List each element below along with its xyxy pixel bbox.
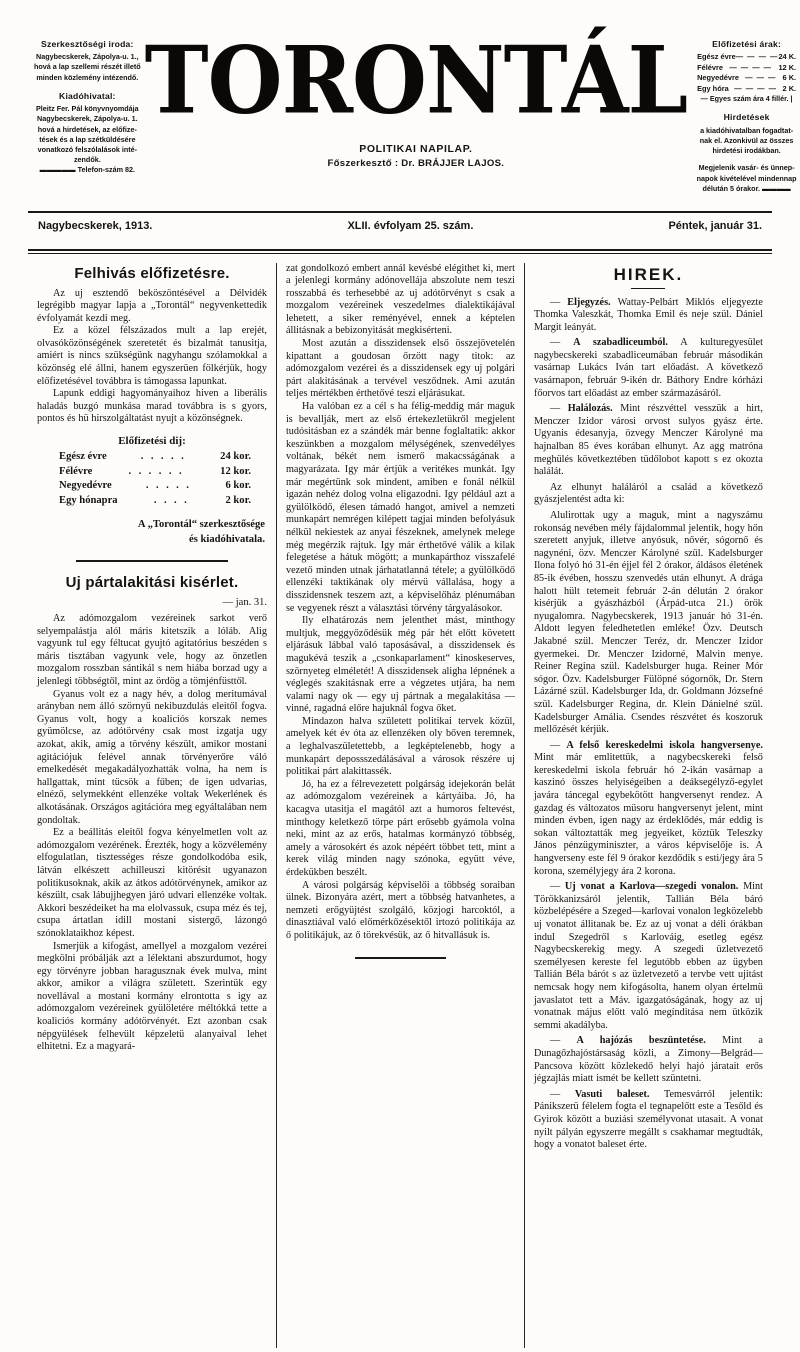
publication-schedule-line: napok kivételével mindennap xyxy=(696,173,797,183)
news-item xyxy=(534,1035,763,1085)
masthead-rule-bottom xyxy=(28,249,772,251)
paragraph: Az uj esztendő beköszöntésével a Délvidék legrégibb magyar lapja a „Torontál“ negyvenkettedik évfolyamát kezdi meg. xyxy=(37,287,267,324)
price-label: Félévre xyxy=(697,62,723,72)
paragraph: zat gondolkozó embert annál kevésbé elégithet ki, mert a jelenlegi kormány adónovellája abszolute nem teszi rosszabbá és terhesebbé az uj adótörvényt s csak a mozgalom vezéreinek veszedelmes dialektikájával lehetett, a siker reményével, ennek a képtelen állitásnak a bebizonyitását megkisérteni. xyxy=(285,262,515,337)
news-dash: — xyxy=(549,881,565,893)
price-label: Egész évre xyxy=(697,52,736,62)
publisher-office-line: vonatkozó felszólalások inté- xyxy=(37,144,138,154)
fee-dots: . . . . . . xyxy=(128,465,185,477)
paragraph: Ez a közel félszázados mult a lap erejét, olvasóközönségének szeretetét és bizalmát tanusitja, amiért is nincs szükségünk nagyhangu szólamokkal a közönség elé állni, hanem egyszerüen fölkérjük, hogy előfizetésével továbbra is támogassa lapunkat. xyxy=(37,325,267,387)
news-lead: Vasuti baleset. xyxy=(574,1088,650,1100)
paragraph: Mindazon halva született politikai tervek közül, amelyek két év óta az ellenzéken oly bőven teremnek, a leghalvaszületettebb, a legképtelenebb, hogy a munkapárt depossszedálásával a városok részére uj politikai párt alakittassék. xyxy=(285,715,515,778)
price-value: 2 K. xyxy=(782,83,797,93)
subscription-prices-heading: Előfizetési árak: xyxy=(712,39,782,49)
advertisements-heading: Hirdetések xyxy=(723,112,770,123)
news-item xyxy=(534,740,763,879)
fee-amount: 2 kor. xyxy=(225,494,251,506)
article-signature xyxy=(37,518,265,547)
advertisements-line: nak el. Azonkivül az összes xyxy=(699,135,794,145)
news-text: Temesvárról jelentik: Pánikszerü félelem fogta el tegnapelőtt este a Tesőld és Gyirok között a buziási személyvonat utasait. A vonat nyilt pályán egyszerre megállt s csakhamar megtudták, hogy a vonatot baleset érte. xyxy=(533,1088,763,1151)
fee-dots: . . . . . xyxy=(145,480,192,492)
paragraph: Gyanus volt ez a nagy hév, a dolog meritumával arányban nem álló szörnyü nekibuzdulás eleitől fogva. Gyanus volt, hogy a koalicíós korszak nemes gyümölcse, az adótörvény csak most izgatja ugy azokat, akik, amig a törvény készült, amikor mostani agitációjuk felével annak törvényerőre váló emelkedését megakadályozhatták volna, ha nem is hallgattak, mint tücsök a fűben; de igen udvarias, elnéző, selymekként ellenzéke voltak Wekerlének és alkotásának. Országos agitációra meg egyáltalában nem gondoltak. xyxy=(37,688,267,826)
fee-row xyxy=(59,479,251,494)
price-label: Negyedévre xyxy=(697,73,739,83)
news-text: Mint részvéttel vesszük a hirt, Menczer Izidor városi orvost sulyos gyász érte. Ugyanis édesanyja, özvegy Menczer Károlyné ma hajnalban 85 éves korában elhunyt. Az agg matróna meghülés következtében tüdőlobot kapott s ez okozta halálát. xyxy=(533,403,763,478)
price-row xyxy=(691,84,800,95)
price-dots: — — — — xyxy=(729,62,773,72)
news-paragraph: Az elhunyt haláláról a család a következő gyászjelentést adta ki: xyxy=(533,481,763,506)
article-dateline: — jan. 31. xyxy=(222,597,267,609)
news-dash: — xyxy=(549,1088,575,1100)
article-title-subscription-call: Felhivás előfizetésre. xyxy=(74,264,230,282)
news-text: Mint a Dunagőzhajóstársaság közli, a Zimony—Belgrád—Pancsova között közlekedő helyi hajó járatait erős jégzajlás miatt ismét be kellett szüntetni. xyxy=(533,1035,763,1085)
paragraph: Lapunk eddigi hagyományaihoz hiven a liberális haladás buzgó munkása marad továbbra is s gyors, pontos és hü hirszolgáltatást nyujt a közönségnek. xyxy=(37,388,267,425)
price-row xyxy=(691,63,800,74)
editorial-office-line: Nagybecskerek, Zápolya-u. 1., xyxy=(36,52,139,62)
price-value: 6 K. xyxy=(782,73,797,83)
news-paragraph xyxy=(534,337,763,400)
publisher-office-line: Nagybecskerek, Zápolya-u. 1. xyxy=(37,114,138,124)
publisher-office-block xyxy=(34,90,141,176)
fee-row xyxy=(59,494,251,509)
issue-place-year: Nagybecskerek, 1913. xyxy=(38,220,153,232)
publication-schedule-block xyxy=(691,163,800,194)
news-item xyxy=(534,881,763,1032)
price-value: 24 K. xyxy=(778,52,797,62)
masthead xyxy=(28,26,797,201)
news-item xyxy=(534,337,763,400)
publisher-office-line: tések és a lap szétküldésére xyxy=(39,134,136,144)
price-value: 12 K. xyxy=(778,62,797,72)
fee-amount: 6 kor. xyxy=(225,480,251,492)
news-lead: A hajózás beszüntetése. xyxy=(576,1035,706,1047)
paper-title: TORONTÁL xyxy=(144,26,688,136)
advertisements-line: hirdetési irodákban. xyxy=(712,146,781,156)
column-2 xyxy=(276,263,524,1348)
fee-amount: 12 kor. xyxy=(220,465,251,477)
news-section-title: HIREK. xyxy=(613,264,684,284)
news-dash: — xyxy=(549,296,568,308)
issue-datebar xyxy=(28,213,772,239)
news-lead: Halálozás. xyxy=(567,403,613,415)
fee-amount: 24 kor. xyxy=(220,451,251,463)
fee-label: Egész évre xyxy=(59,451,107,463)
fee-row xyxy=(59,465,251,480)
masthead-right-info xyxy=(691,38,800,201)
news-item xyxy=(534,297,763,335)
publication-schedule-line: délután 5 órakor. ▬▬▬▬ xyxy=(702,183,791,193)
publisher-office-line: zendők. xyxy=(73,155,101,165)
news-item xyxy=(534,482,763,507)
price-dots: — — — xyxy=(745,73,777,83)
news-text: A kulturegyesület nagybecskereki szabadliceumában február másodikán vasárnap Lukács Iván tart előadást. A következő vasárnapon, február 9-ikén dr. Báthory Endre kórházi főorvos tart előadást az ember származásáról. xyxy=(533,337,763,399)
news-item xyxy=(534,1089,763,1152)
fee-dots: . . . . . xyxy=(140,451,187,463)
news-lead: Uj vonat a Karlova—szegedi vonalon. xyxy=(564,881,739,893)
telephone-line: ▬▬▬▬▬ Telefon-szám 82. xyxy=(39,165,135,175)
price-row xyxy=(691,73,800,84)
section-divider xyxy=(76,560,228,562)
subscription-fee-heading: Előfizetési dij: xyxy=(118,435,186,448)
article-title-new-party-attempt: Uj pártalakitási kisérlet. xyxy=(65,574,239,592)
news-dash: — xyxy=(549,337,574,349)
issue-number: XLII. évfolyam 25. szám. xyxy=(347,220,474,232)
price-label: Egy hóra xyxy=(697,83,729,93)
publisher-office-heading: Kiadóhivatal: xyxy=(59,90,116,101)
signature-line: A „Torontál“ szerkesztősége xyxy=(137,519,265,531)
news-dash: — xyxy=(549,403,568,415)
paragraph: Jó, ha ez a félrevezetett polgárság idejekorán belát az adómozgalom vezéreinek a kártyáiba. Jó, ha kacagva utasitja el magától azt a humoros feltevést, minthogy keletkező törpe párt erősebb gyámola volna neki, mint az az erős, hatalmas kormányzó többség, amely a városokért és azok népéért többet tett, mint a kerek világ minden nagy szónoka, együtt véve, érdekükben beszélt. xyxy=(285,778,515,878)
news-lead: A felső kereskedelmi iskola hangversenye. xyxy=(566,739,763,751)
price-row xyxy=(691,52,800,63)
price-dots: — — — — xyxy=(735,52,779,62)
publisher-office-line: Pleitz Fer. Pál könyvnyomdája xyxy=(36,104,139,114)
subscription-fee-list xyxy=(37,450,267,508)
paragraph: Ismerjük a kifogást, amellyel a mozgalom vezérei megkölni próbálják azt a lélektani abszurdumot, hogy egy törvényre jobban haragusznak évek mulva, mint akkor, amikor a világra született. Szerintük egy novellával a mostani kormány elrontotta s igy az adómozgalom vezéreinek gyülöletére méltókká tette a koaliciós kormány adótörvényét. Ezt azonban csak népgyülések felhevült képzeletü alanyaival lehet elhitetni. Ez a magyará- xyxy=(37,940,267,1053)
fee-label: Negyedévre xyxy=(59,480,112,492)
article-end-divider xyxy=(355,957,447,959)
signature-line: és kiadóhivatala. xyxy=(189,533,265,545)
news-item xyxy=(534,510,763,737)
column-1 xyxy=(28,263,276,1348)
masthead-rule-bottom-hairline xyxy=(28,253,772,254)
fee-label: Félévre xyxy=(59,465,93,477)
advertisements-block xyxy=(691,111,800,156)
news-text: Mint már emlitettük, a nagybecskereki felső kereskedelmi iskola február hó 2-ikán vasárnap a kaszinó összes helyiségeiben a deáksegélyző-egylet javára táncegal egybekötött hangversenyt rendez. A gazdag és változatos müsoru hangversenyt jelent, mint minden évben, igen nagy az érdeklődés, már eddig is sokan változtatták meg jegyeiket, köztük Teleszky János pénzügyminiszter, a város képviselője is. A hangverseny este fél 9 órakor kezdődik s esti/jegy ára 5 korona, személyjegy ára 2 korona. xyxy=(533,752,763,877)
editorial-office-line: hová a lap szellemi részét illető xyxy=(34,62,141,72)
editorial-office-line: minden közlemény intézendő. xyxy=(36,72,139,82)
fee-row xyxy=(59,450,251,465)
news-item xyxy=(534,403,763,479)
news-dash: — xyxy=(549,739,567,751)
news-lead: Eljegyzés. xyxy=(567,296,611,308)
price-dots: — — — — xyxy=(734,83,777,93)
subscription-prices-block xyxy=(691,38,800,104)
publisher-office-line: hová a hirdetések, az előfize- xyxy=(37,124,137,134)
news-paragraph xyxy=(534,740,763,879)
news-paragraph: Alulirottak ugy a maguk, mint a nagyszámu rokonság nevében mély fájdalommal jelentik, hogy hőn szeretett anyjuk, illetve anyósuk, nővér, sógornő és nagynéni, özv. Menczer Károlyné szül. Kadelsburger Ilona folyó hó 31-én éjjel fél 2 órakor, áldásos életének 85-ik évében, hosszu szenvedés után elhunyt. A drága halott hült tetemeit február 2-án délután 2 órakor kisérjük a gyászházból (Árpád-utca 21.) örök nyugalomra. Nagybecskerek, 1913 január hó 31-én. Aldott legyen feledhetetlen emléke! Özv. Deutsch Jakabné szül. Menczer Teréz, dr. Menczer Izidor gyermekei. Dr. Menczer Izidorné, Malvin menye. Reiner Regina szül. Kadelsburger huga. Reiner Mór sógor. Özv. Kadelsburger Fülöpné sógornők, Dr. Stern Lázárné szül. Kadelsburger Ida, dr. Goldmann Józsefné szül. Kadelsburger Regina, dr. Klein Dánielné szül. Kadelsburger Amália. Csendes részvétet és koszoruk mellőzését kérjük. xyxy=(533,510,763,736)
publication-schedule-line: Megjelenik vasár- és ünnep- xyxy=(698,163,795,173)
fee-dots: . . . . xyxy=(153,494,190,506)
news-paragraph xyxy=(534,1089,763,1152)
news-paragraph xyxy=(534,881,763,1032)
news-paragraph xyxy=(534,403,763,479)
masthead-left-info xyxy=(34,38,141,183)
paragraph: A városi polgárság képviselői a többség soraiban ülnek. Bizonyára azért, mert a többség hatvanhetes, a nemzeti erőgyüjtést szolgáló, közjogi harcoktól, a dinasztiával való előmérkőzésektől irtozó politikája az ő politikájuk, az ő törekvésük, az ő hitvallásuk is. xyxy=(285,879,515,941)
paragraph: Ily elhatározás nem jelenthet mást, minthogy multjuk, meggyőződésük még pár hét előtt követett eljárásuk lábbal való taposásával, a disszidensek és magukévá teszik a „csonkaparlament“ kinoskeserves, szörnyeteg elméletét! A disszidensek aligha lépnének a véglegés szakitásnak erre a végzetes utjára, ha nem valami nagy ok — egy uj pártnak a megalakitása — vinné, ragadná előre hajuknál fogva őket. xyxy=(285,615,515,715)
paragraph: Ha valóban ez a cél s ha félig-meddig már maguk is bevallják, mert az első értekezletükről megjelent tudósitásban ez a szándék már benne foglaltatik: akkor keszünkben a mozgalom mélységének, szenvedélyes voltának, békét nem ismerő makacsságának a magyarázata. Igy már értjük a veritékes munkát. Igy már megértünk sok mindent, amiben e fonál nélkül igazán nehéz dolog volna eligazodni. Igy például azt a gyülölködő, élesen támadó hangot, amivel a nemzeti munkapárt nemrégen kilépett tagjai minden befolyásuk nélkül nekiestek az anyai fészeknek, amelynek melege még megérzik rajtuk. Igy már érthetővé válik a kilak felegetése a hátuk mögött; a munkapárthoz visszafelé vezető minden utnak járhatatlanná tétele; a gyülölködő ellenzéki taktikának oly mérvü vállalása, hogy a disszidensnek teszem azt, a képviselőház plénumában se vegyenek részt a választási törvény tárgyalásokor. xyxy=(285,401,515,614)
advertisements-line: a kiadóhivatalban fogadtat- xyxy=(700,125,794,135)
editorial-office-block xyxy=(34,38,141,83)
issue-date: Péntek, január 31. xyxy=(668,220,762,232)
news-section-rule xyxy=(631,288,665,289)
single-copy-price: — Egyes szám ára 4 fillér. | xyxy=(700,94,793,104)
paragraph: Most azután a disszidensek első összejövetelén kipattant a goudosan őrzött nagy titok: az adómozgalom vezérei és a disszidensek egy uj polgári párt alakitásának a tervével vesződnek. Ami azután teljes mértékben érthetővé teszi eljárásukat. xyxy=(285,338,515,400)
editorial-office-heading: Szerkesztőségi iroda: xyxy=(41,39,134,49)
article-columns xyxy=(28,263,772,1348)
news-dash: — xyxy=(549,1035,577,1047)
paper-subtitle: POLITIKAI NAPILAP. xyxy=(359,143,473,156)
paragraph: Az adómozgalom vezéreinek sarkot verő selyempalástja alól máris kitetszik a lóláb. Alig vagyunk tul egy féltucat gyujtó agitatórius beszéden s máris tisztában vagyunk vele, hogy az önzetlen mozgalom rosszban sántikál s nem hiába borzad ugy a jelenlegi többségtől, mint az ördög a tömjénfüsttől. xyxy=(37,613,267,688)
fee-label: Egy hónapra xyxy=(59,494,118,506)
masthead-title-block xyxy=(141,26,691,170)
column-3 xyxy=(524,263,772,1348)
news-text: Mint Törökkanizsáról jelentik, Tallián Béla báró közbelépésére a Szeged—karlovai vonalon legközelebb uj vonatot állitanak be. Ez az uj vonat a déli órákban indul Szegedről s Karlováig, esetleg egész Nagybecskerekig megy. A szegedi üzletvezető személyesen kereste fel legutóbb ebben az ügyben Tallián Béla bárót s az üzletvezető a tervbe vett ujitást nemcsak hogy nem kifogásolta, hanem olyan értelmü javaslatot tett a Máv. igazgatóságának, hogy az uj vonatnak május előtt való megínditása nem ütközik semmi akadályba. xyxy=(533,881,763,1031)
paragraph: Ez a beállitás eleitől fogva kényelmetlen volt az adómozgalom vezérének. Érezték, hogy a közvélemény elfogulatlan, tisztességes része gondolkodóba esik, látván elkészett achilleuszi kitörésit ugyanazon politikusoknak, akik az átkos adótörvénynek, amikor az készült, csak lábujjhegyen járó udvari ellenzéke voltak. Akkori beszédeiket ha ma elolvassuk, csupa méz és tej, csupa ártatlan idill mostani sistergő, lázongó szónoklataikhoz képest. xyxy=(37,827,267,939)
news-text: Wattay-Pelbárt Miklós eljegyezte Thomka Valeszkát, Thomka Emil és neje szül. Dániel Margit leányát. xyxy=(533,296,763,333)
editor-in-chief: Főszerkesztő : Dr. BRÁJJER LAJOS. xyxy=(327,158,505,170)
news-paragraph xyxy=(534,1035,763,1085)
news-lead: A szabadliceumból. xyxy=(573,337,668,349)
news-paragraph xyxy=(534,297,763,335)
